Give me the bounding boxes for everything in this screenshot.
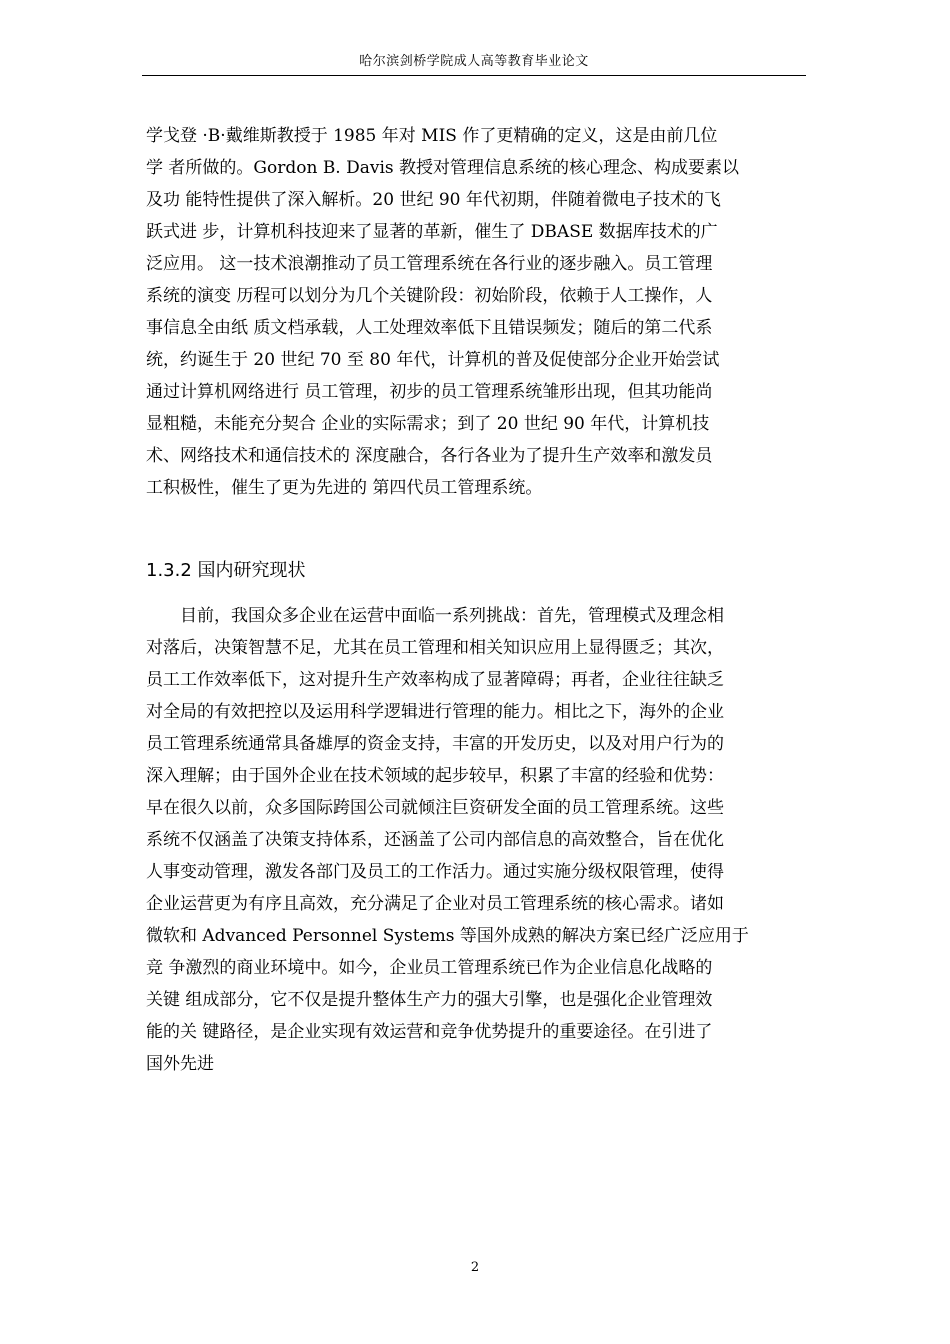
paragraph-line: 微软和 Advanced Personnel Systems 等国外成熟的解决方案已经广泛应用于 (146, 926, 749, 946)
page-number: 2 (470, 1260, 480, 1275)
paragraph-line: 能的关 键路径，是企业实现有效运营和竞争优势提升的重要途径。在引进了 (146, 1022, 713, 1042)
paragraph-line: 系统不仅涵盖了决策支持体系，还涵盖了公司内部信息的高效整合，旨在优化 (146, 830, 724, 850)
paragraph-line: 对全局的有效把控以及运用科学逻辑进行管理的能力。相比之下，海外的企业 (146, 702, 724, 722)
paragraph-line: 事信息全由纸 质文档承载，人工处理效率低下且错误频发；随后的第二代系 (146, 318, 713, 338)
section-heading: 1.3.2 国内研究现状 (146, 560, 306, 581)
paragraph-line: 系统的演变 历程可以划分为几个关键阶段：初始阶段，依赖于人工操作，人 (146, 286, 713, 306)
paragraph-line: 显粗糙，未能充分契合 企业的实际需求；到了 20 世纪 90 年代，计算机技 (146, 414, 710, 434)
paragraph-line: 国外先进 (146, 1054, 214, 1074)
paragraph-line: 员工工作效率低下，这对提升生产效率构成了显著障碍；再者，企业往往缺乏 (146, 670, 724, 690)
paragraph-line: 统，约诞生于 20 世纪 70 至 80 年代，计算机的普及促使部分企业开始尝试 (146, 350, 720, 370)
body-paragraph-1 (146, 120, 796, 504)
paragraph-line: 及功 能特性提供了深入解析。20 世纪 90 年代初期，伴随着微电子技术的飞 (146, 190, 721, 210)
paragraph-line: 企业运营更为有序且高效，充分满足了企业对员工管理系统的核心需求。诸如 (146, 894, 724, 914)
paragraph-line: 早在很久以前，众多国际跨国公司就倾注巨资研发全面的员工管理系统。这些 (146, 798, 724, 818)
running-header: 哈尔滨剑桥学院成人高等教育毕业论文 (359, 54, 589, 69)
paragraph-line: 学 者所做的。Gordon B. Davis 教授对管理信息系统的核心理念、构成要素以 (146, 158, 740, 178)
paragraph-line: 跃式进 步，计算机科技迎来了显著的革新，催生了 DBASE 数据库技术的广 (146, 222, 718, 242)
paragraph-line: 关键 组成部分，它不仅是提升整体生产力的强大引擎，也是强化企业管理效 (146, 990, 713, 1010)
paragraph-line: 深入理解；由于国外企业在技术领域的起步较早，积累了丰富的经验和优势： (146, 766, 724, 786)
paragraph-line: 泛应用。 这一技术浪潮推动了员工管理系统在各行业的逐步融入。员工管理 (146, 254, 713, 274)
paragraph-line: 工积极性，催生了更为先进的 第四代员工管理系统。 (146, 478, 543, 498)
paragraph-line: 对落后，决策智慧不足，尤其在员工管理和相关知识应用上显得匮乏；其次， (146, 638, 724, 658)
header-divider (142, 75, 806, 76)
paragraph-line: 学戈登 ·B·戴维斯教授于 1985 年对 MIS 作了更精确的定义，这是由前几位 (146, 126, 718, 146)
paragraph-line: 竞 争激烈的商业环境中。如今，企业员工管理系统已作为企业信息化战略的 (146, 958, 713, 978)
paragraph-line: 目前，我国众多企业在运营中面临一系列挑战：首先，管理模式及理念相 (146, 606, 724, 626)
paragraph-line: 术、网络技术和通信技术的 深度融合，各行各业为了提升生产效率和激发员 (146, 446, 713, 466)
paragraph-line: 通过计算机网络进行 员工管理，初步的员工管理系统雏形出现，但其功能尚 (146, 382, 713, 402)
body-paragraph-2 (146, 600, 796, 1080)
paragraph-line: 员工管理系统通常具备雄厚的资金支持，丰富的开发历史，以及对用户行为的 (146, 734, 724, 754)
paragraph-line: 人事变动管理，激发各部门及员工的工作活力。通过实施分级权限管理，使得 (146, 862, 724, 882)
